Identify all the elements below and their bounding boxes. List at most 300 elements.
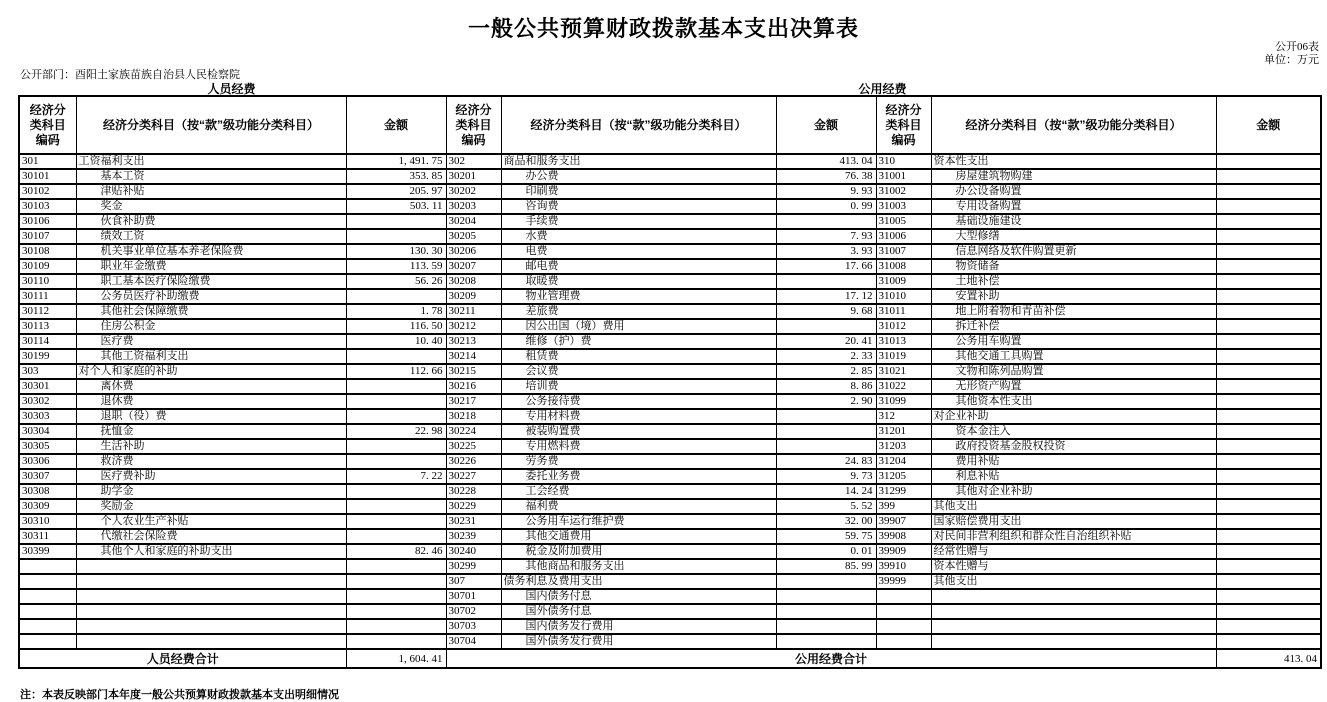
cell-subject: 国内债务发行费用 [501, 619, 776, 634]
cell-code [876, 619, 931, 634]
cell-amount [346, 454, 446, 469]
cell-code: 30217 [446, 394, 501, 409]
cell-subject: 退休费 [76, 394, 346, 409]
cell-amount [776, 604, 876, 619]
table-row [19, 499, 1321, 514]
cell-code: 31009 [876, 274, 931, 289]
table-row [19, 529, 1321, 544]
cell-amount: 17. 12 [776, 289, 876, 304]
cell-amount [346, 439, 446, 454]
cell-subject: 公务用车购置 [931, 334, 1216, 349]
cell-amount [1216, 214, 1321, 229]
cell-amount: 0. 99 [776, 199, 876, 214]
table-row [19, 199, 1321, 214]
cell-code [19, 619, 76, 634]
cell-amount [1216, 544, 1321, 559]
cell-amount: 9. 73 [776, 469, 876, 484]
cell-subject: 政府投资基金股权投资 [931, 439, 1216, 454]
cell-amount: 85. 99 [776, 559, 876, 574]
cell-subject: 债务利息及费用支出 [501, 574, 776, 589]
cell-code: 39910 [876, 559, 931, 574]
cell-code: 30215 [446, 364, 501, 379]
cell-code: 30207 [446, 259, 501, 274]
cell-code: 31204 [876, 454, 931, 469]
cell-code: 31010 [876, 289, 931, 304]
cell-code: 31007 [876, 244, 931, 259]
cell-code: 30111 [19, 289, 76, 304]
cell-subject: 绩效工资 [76, 229, 346, 244]
cell-amount: 17. 66 [776, 259, 876, 274]
cell-code: 302 [446, 154, 501, 169]
table-row [19, 439, 1321, 454]
cell-amount [776, 274, 876, 289]
cell-code: 30212 [446, 319, 501, 334]
cell-code: 30305 [19, 439, 76, 454]
cell-amount [1216, 154, 1321, 169]
cell-subject: 取暖费 [501, 274, 776, 289]
cell-code: 31099 [876, 394, 931, 409]
cell-subject: 其他支出 [931, 499, 1216, 514]
table-footer [19, 649, 1321, 668]
cell-amount: 7. 22 [346, 469, 446, 484]
cell-amount [1216, 289, 1321, 304]
cell-amount [346, 619, 446, 634]
cell-code: 30202 [446, 184, 501, 199]
cell-subject: 工会经费 [501, 484, 776, 499]
cell-code: 31012 [876, 319, 931, 334]
cell-amount: 20. 41 [776, 334, 876, 349]
cell-code: 31011 [876, 304, 931, 319]
cell-code [19, 589, 76, 604]
cell-code [19, 634, 76, 649]
cell-code: 30226 [446, 454, 501, 469]
personnel-total-label: 人员经费合计 [19, 649, 346, 668]
table-row [19, 514, 1321, 529]
cell-code: 30216 [446, 379, 501, 394]
cell-subject: 资本金注入 [931, 424, 1216, 439]
table-row [19, 394, 1321, 409]
cell-code: 307 [446, 574, 501, 589]
cell-amount [1216, 169, 1321, 184]
cell-amount [776, 424, 876, 439]
cell-code: 312 [876, 409, 931, 424]
cell-amount [776, 619, 876, 634]
cell-amount: 32. 00 [776, 514, 876, 529]
header-row [19, 96, 1321, 154]
cell-subject: 办公费 [501, 169, 776, 184]
cell-subject: 资本性支出 [931, 154, 1216, 169]
cell-amount [346, 484, 446, 499]
cell-code: 30308 [19, 484, 76, 499]
cell-amount [1216, 379, 1321, 394]
cell-amount [1216, 439, 1321, 454]
cell-amount: 9. 68 [776, 304, 876, 319]
cell-code: 30208 [446, 274, 501, 289]
footnote: 注：本表反映部门本年度一般公共预算财政拨款基本支出明细情况 [20, 689, 339, 701]
header-subject: 经济分类科目（按“款”级功能分类科目） [931, 96, 1216, 154]
table-row [19, 364, 1321, 379]
cell-code: 39909 [876, 544, 931, 559]
cell-subject: 其他商品和服务支出 [501, 559, 776, 574]
cell-subject: 物资储备 [931, 259, 1216, 274]
cell-subject: 拆迁补偿 [931, 319, 1216, 334]
cell-code: 31299 [876, 484, 931, 499]
cell-amount [346, 289, 446, 304]
cell-amount [346, 229, 446, 244]
cell-code: 30702 [446, 604, 501, 619]
header-amount: 金额 [776, 96, 876, 154]
cell-subject: 土地补偿 [931, 274, 1216, 289]
cell-subject: 地上附着物和青苗补偿 [931, 304, 1216, 319]
cell-code: 30201 [446, 169, 501, 184]
cell-amount [1216, 409, 1321, 424]
cell-code: 30301 [19, 379, 76, 394]
cell-code: 30107 [19, 229, 76, 244]
cell-amount: 353. 85 [346, 169, 446, 184]
meta-block [1264, 41, 1319, 67]
cell-amount [1216, 454, 1321, 469]
cell-amount [346, 634, 446, 649]
table-row [19, 349, 1321, 364]
cell-subject: 商品和服务支出 [501, 154, 776, 169]
cell-subject: 其他交通费用 [501, 529, 776, 544]
cell-code: 30209 [446, 289, 501, 304]
cell-subject: 其他资本性支出 [931, 394, 1216, 409]
table-row [19, 184, 1321, 199]
cell-subject: 会议费 [501, 364, 776, 379]
cell-code: 30225 [446, 439, 501, 454]
table-row [19, 274, 1321, 289]
cell-code [876, 634, 931, 649]
cell-code: 30229 [446, 499, 501, 514]
cell-code: 31008 [876, 259, 931, 274]
cell-code: 303 [19, 364, 76, 379]
cell-subject: 代缴社会保险费 [76, 529, 346, 544]
cell-code: 39908 [876, 529, 931, 544]
cell-amount: 1. 78 [346, 304, 446, 319]
table-body [19, 154, 1321, 649]
totals-row [19, 649, 1321, 668]
cell-subject: 基础设施建设 [931, 214, 1216, 229]
cell-subject: 其他个人和家庭的补助支出 [76, 544, 346, 559]
header-subject: 经济分类科目（按“款”级功能分类科目） [76, 96, 346, 154]
cell-amount [1216, 334, 1321, 349]
cell-code [876, 604, 931, 619]
cell-code: 30106 [19, 214, 76, 229]
cell-subject [931, 634, 1216, 649]
cell-amount [776, 409, 876, 424]
cell-amount [1216, 319, 1321, 334]
cell-subject: 救济费 [76, 454, 346, 469]
cell-code: 30218 [446, 409, 501, 424]
cell-code: 30302 [19, 394, 76, 409]
cell-amount [776, 439, 876, 454]
cell-subject: 福利费 [501, 499, 776, 514]
cell-amount [776, 214, 876, 229]
cell-code: 30211 [446, 304, 501, 319]
table-row [19, 424, 1321, 439]
table-row [19, 454, 1321, 469]
cell-subject: 手续费 [501, 214, 776, 229]
cell-code: 31203 [876, 439, 931, 454]
cell-amount [776, 634, 876, 649]
cell-code: 30103 [19, 199, 76, 214]
cell-subject: 公务员医疗补助缴费 [76, 289, 346, 304]
cell-code: 30228 [446, 484, 501, 499]
cell-subject: 维修（护）费 [501, 334, 776, 349]
cell-code: 30303 [19, 409, 76, 424]
cell-subject: 医疗费补助 [76, 469, 346, 484]
cell-subject: 被装购置费 [501, 424, 776, 439]
cell-code: 30214 [446, 349, 501, 364]
cell-amount: 2. 90 [776, 394, 876, 409]
cell-subject: 印刷费 [501, 184, 776, 199]
cell-amount: 14. 24 [776, 484, 876, 499]
header-amount: 金额 [1216, 96, 1321, 154]
personnel-total-amount: 1, 604. 41 [346, 649, 446, 668]
header-amount: 金额 [346, 96, 446, 154]
table-row [19, 634, 1321, 649]
cell-amount [1216, 304, 1321, 319]
cell-amount [1216, 604, 1321, 619]
cell-amount [1216, 229, 1321, 244]
public-total-amount: 413. 04 [1216, 649, 1321, 668]
cell-code [876, 589, 931, 604]
table-number: 公开06表 [1275, 41, 1319, 53]
cell-code: 399 [876, 499, 931, 514]
cell-subject: 住房公积金 [76, 319, 346, 334]
cell-subject: 费用补贴 [931, 454, 1216, 469]
cell-subject [76, 589, 346, 604]
cell-amount: 413. 04 [776, 154, 876, 169]
cell-subject: 国家赔偿费用支出 [931, 514, 1216, 529]
cell-amount: 3. 93 [776, 244, 876, 259]
cell-amount [1216, 364, 1321, 379]
cell-subject: 文物和陈列品购置 [931, 364, 1216, 379]
cell-amount: 130. 30 [346, 244, 446, 259]
cell-code: 30227 [446, 469, 501, 484]
cell-subject: 机关事业单位基本养老保险费 [76, 244, 346, 259]
department-line: 公开部门：酉阳土家族苗族自治县人民检察院 [20, 69, 240, 81]
cell-amount [346, 574, 446, 589]
cell-amount [1216, 589, 1321, 604]
cell-amount: 56. 26 [346, 274, 446, 289]
cell-code: 30309 [19, 499, 76, 514]
cell-subject: 咨询费 [501, 199, 776, 214]
table-row [19, 589, 1321, 604]
cell-subject: 生活补助 [76, 439, 346, 454]
cell-amount: 5. 52 [776, 499, 876, 514]
cell-code: 301 [19, 154, 76, 169]
cell-subject: 公务用车运行维护费 [501, 514, 776, 529]
cell-subject: 对民间非营利组织和群众性自治组织补贴 [931, 529, 1216, 544]
cell-code: 31201 [876, 424, 931, 439]
cell-code: 30704 [446, 634, 501, 649]
table-row [19, 319, 1321, 334]
cell-code: 30204 [446, 214, 501, 229]
cell-amount [346, 559, 446, 574]
cell-code: 39907 [876, 514, 931, 529]
cell-code: 31003 [876, 199, 931, 214]
cell-amount [776, 574, 876, 589]
cell-subject: 水费 [501, 229, 776, 244]
cell-code: 310 [876, 154, 931, 169]
page-title: 一般公共预算财政拨款基本支出决算表 [467, 16, 859, 41]
cell-amount: 8. 86 [776, 379, 876, 394]
cell-code: 31006 [876, 229, 931, 244]
cell-amount: 7. 93 [776, 229, 876, 244]
cell-amount [346, 589, 446, 604]
cell-subject: 办公设备购置 [931, 184, 1216, 199]
cell-subject: 职工基本医疗保险缴费 [76, 274, 346, 289]
cell-subject: 电费 [501, 244, 776, 259]
table-row [19, 544, 1321, 559]
table-row [19, 259, 1321, 274]
cell-subject: 退职（役）费 [76, 409, 346, 424]
cell-code: 31013 [876, 334, 931, 349]
cell-subject [76, 559, 346, 574]
cell-code: 30239 [446, 529, 501, 544]
cell-subject: 差旅费 [501, 304, 776, 319]
cell-subject: 资本性赠与 [931, 559, 1216, 574]
cell-amount [1216, 259, 1321, 274]
cell-amount [346, 349, 446, 364]
table-row [19, 484, 1321, 499]
expenditure-table-wrap [18, 95, 1322, 669]
table-row [19, 289, 1321, 304]
cell-amount: 2. 33 [776, 349, 876, 364]
table-row [19, 574, 1321, 589]
cell-subject: 因公出国（境）费用 [501, 319, 776, 334]
table-row [19, 304, 1321, 319]
cell-amount [1216, 424, 1321, 439]
cell-subject: 医疗费 [76, 334, 346, 349]
cell-amount [1216, 244, 1321, 259]
cell-subject: 离休费 [76, 379, 346, 394]
cell-code: 30101 [19, 169, 76, 184]
unit-label: 单位：万元 [1264, 54, 1319, 66]
cell-subject [931, 619, 1216, 634]
cell-code: 30102 [19, 184, 76, 199]
cell-subject: 房屋建筑物购建 [931, 169, 1216, 184]
cell-subject: 职业年金缴费 [76, 259, 346, 274]
cell-code: 31019 [876, 349, 931, 364]
cell-code: 30240 [446, 544, 501, 559]
cell-subject: 基本工资 [76, 169, 346, 184]
cell-amount: 1, 491. 75 [346, 154, 446, 169]
cell-amount [776, 319, 876, 334]
cell-amount: 59. 75 [776, 529, 876, 544]
cell-code: 30113 [19, 319, 76, 334]
header-code: 经济分类科目编码 [19, 96, 76, 154]
cell-amount [346, 604, 446, 619]
table-row [19, 169, 1321, 184]
cell-amount [1216, 274, 1321, 289]
cell-amount [1216, 469, 1321, 484]
cell-code: 30108 [19, 244, 76, 259]
cell-amount: 116. 50 [346, 319, 446, 334]
cell-subject: 个人农业生产补贴 [76, 514, 346, 529]
cell-subject: 对个人和家庭的补助 [76, 364, 346, 379]
cell-code: 31002 [876, 184, 931, 199]
cell-amount [1216, 499, 1321, 514]
cell-amount [1216, 394, 1321, 409]
cell-code: 30307 [19, 469, 76, 484]
table-header [19, 96, 1321, 154]
cell-subject: 工资福利支出 [76, 154, 346, 169]
cell-code: 30112 [19, 304, 76, 319]
cell-subject: 培训费 [501, 379, 776, 394]
cell-subject: 伙食补助费 [76, 214, 346, 229]
cell-amount [346, 379, 446, 394]
cell-subject: 经常性赠与 [931, 544, 1216, 559]
cell-amount: 2. 85 [776, 364, 876, 379]
table-row [19, 604, 1321, 619]
cell-amount: 0. 01 [776, 544, 876, 559]
cell-subject [76, 574, 346, 589]
cell-subject: 无形资产购置 [931, 379, 1216, 394]
cell-code: 30304 [19, 424, 76, 439]
cell-amount [1216, 349, 1321, 364]
cell-subject: 信息网络及软件购置更新 [931, 244, 1216, 259]
cell-code: 30206 [446, 244, 501, 259]
cell-code: 30213 [446, 334, 501, 349]
cell-amount: 113. 59 [346, 259, 446, 274]
cell-subject [931, 604, 1216, 619]
cell-subject: 物业管理费 [501, 289, 776, 304]
table-row [19, 334, 1321, 349]
cell-subject: 津贴补贴 [76, 184, 346, 199]
cell-code [19, 574, 76, 589]
cell-amount [346, 514, 446, 529]
cell-subject: 专用设备购置 [931, 199, 1216, 214]
table-row [19, 379, 1321, 394]
table-row [19, 229, 1321, 244]
cell-code: 30306 [19, 454, 76, 469]
cell-subject [931, 589, 1216, 604]
cell-subject: 劳务费 [501, 454, 776, 469]
cell-code: 30224 [446, 424, 501, 439]
cell-code: 30203 [446, 199, 501, 214]
cell-code: 30310 [19, 514, 76, 529]
cell-amount [776, 589, 876, 604]
cell-code: 30701 [446, 589, 501, 604]
table-row [19, 469, 1321, 484]
cell-subject [76, 604, 346, 619]
header-code: 经济分类科目编码 [446, 96, 501, 154]
cell-amount: 9. 93 [776, 184, 876, 199]
cell-subject: 国外债务付息 [501, 604, 776, 619]
cell-amount [1216, 634, 1321, 649]
cell-subject: 其他社会保障缴费 [76, 304, 346, 319]
cell-amount: 112. 66 [346, 364, 446, 379]
cell-amount: 22. 98 [346, 424, 446, 439]
cell-amount [1216, 559, 1321, 574]
cell-code: 31022 [876, 379, 931, 394]
cell-code: 30114 [19, 334, 76, 349]
cell-amount [1216, 484, 1321, 499]
cell-subject: 抚恤金 [76, 424, 346, 439]
cell-amount: 76. 38 [776, 169, 876, 184]
cell-code: 30109 [19, 259, 76, 274]
public-total-label: 公用经费合计 [446, 649, 1216, 668]
cell-amount: 503. 11 [346, 199, 446, 214]
cell-code: 30703 [446, 619, 501, 634]
cell-code: 30199 [19, 349, 76, 364]
cell-amount [1216, 574, 1321, 589]
cell-code: 30231 [446, 514, 501, 529]
cell-amount [346, 529, 446, 544]
